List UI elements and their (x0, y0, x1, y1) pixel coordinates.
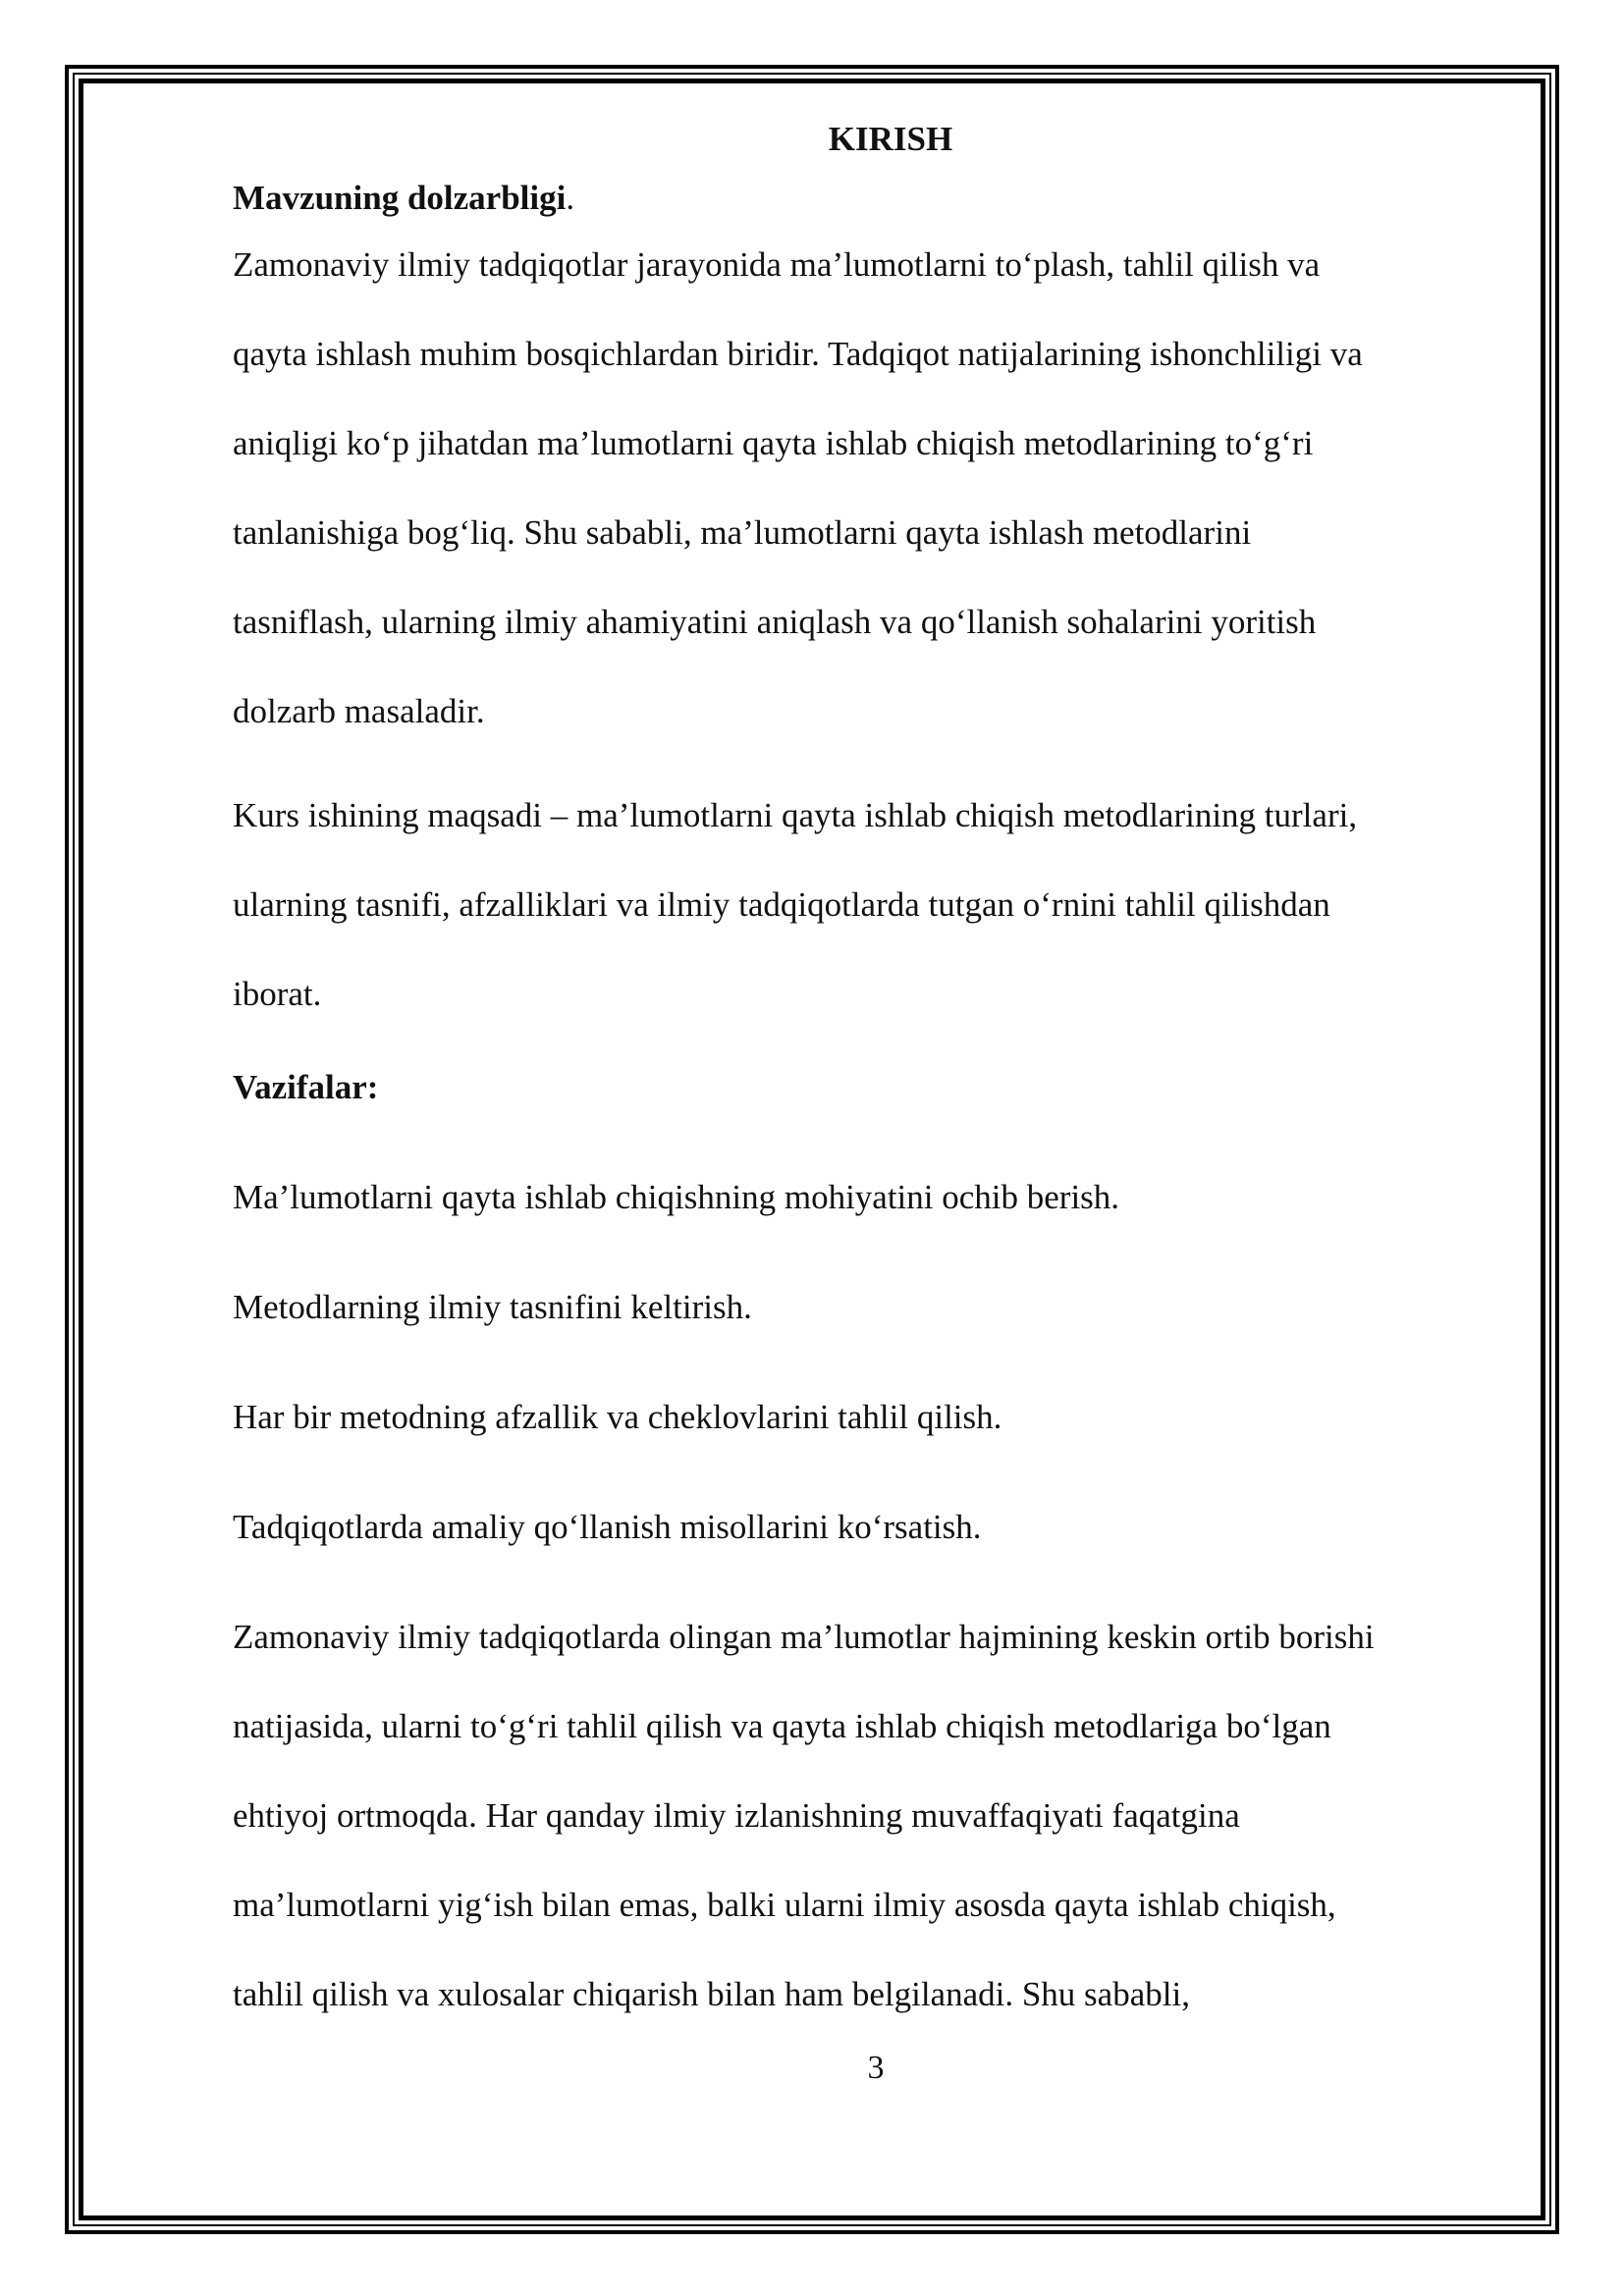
text-line: aniqligi ko‘p jihatdan ma’lumotlarni qayta ishlab chiqish metodlarining to‘g‘ri (233, 424, 1314, 462)
subheading-bold: Mavzuning dolzarbligi (233, 179, 567, 217)
text-line: tasniflash, ularning ilmiy ahamiyatini aniqlash va qo‘llanish sohalarini yoritish (233, 603, 1317, 641)
text-line: dolzarb masaladir. (233, 692, 485, 730)
tasks-heading: Vazifalar: (233, 1068, 379, 1106)
text-line: tahlil qilish va xulosalar chiqarish bilan ham belgilanadi. Shu sababli, (233, 1975, 1190, 2013)
page-content (233, 110, 1509, 2039)
task-item: Tadqiqotlarda amaliy qo‘llanish misollarini ko‘rsatish. (233, 1508, 982, 1546)
text-line: ehtiyoj ortmoqda. Har qanday ilmiy izlanishning muvaffaqiyati faqatgina (233, 1796, 1240, 1835)
task-item: Ma’lumotlarni qayta ishlab chiqishning mohiyatini ochib berish. (233, 1178, 1120, 1216)
text-line: Zamonaviy ilmiy tadqiqotlar jarayonida ma’lumotlarni to‘plash, tahlil qilish va (233, 245, 1321, 284)
paragraph-goal (233, 771, 1509, 1039)
paragraph-relevance (233, 220, 1509, 756)
text-line: natijasida, ularni to‘g‘ri tahlil qilish va qayta ishlab chiqish metodlariga bo‘lgan (233, 1707, 1331, 1745)
text-line: ma’lumotlarni yig‘ish bilan emas, balki ularni ilmiy asosda qayta ishlab chiqish, (233, 1886, 1336, 1924)
page-number: 3 (867, 2050, 885, 2086)
text-line: Kurs ishining maqsadi – ma’lumotlarni qayta ishlab chiqish metodlarining turlari, (233, 796, 1358, 834)
text-line: tanlanishiga bog‘liq. Shu sababli, ma’lumotlarni qayta ishlash metodlarini (233, 513, 1252, 552)
text-line: ularning tasnifi, afzalliklari va ilmiy tadqiqotlarda tutgan o‘rnini tahlil qilishdan (233, 885, 1330, 924)
text-line: Zamonaviy ilmiy tadqiqotlarda olingan ma’lumotlar hajmining keskin ortib borishi (233, 1618, 1375, 1656)
text-line: qayta ishlash muhim bosqichlardan biridir. Tadqiqot natijalarining ishonchliligi va (233, 335, 1363, 373)
paragraph-context (233, 1592, 1509, 2039)
subheading-period: . (566, 179, 575, 217)
subheading (233, 169, 1509, 228)
task-item: Har bir metodning afzallik va cheklovlarini tahlil qilish. (233, 1398, 1002, 1436)
task-item: Metodlarning ilmiy tasnifini keltirish. (233, 1288, 752, 1326)
section-title: KIRISH (828, 120, 953, 158)
spacer (233, 756, 1509, 771)
text-line: iborat. (233, 975, 322, 1013)
